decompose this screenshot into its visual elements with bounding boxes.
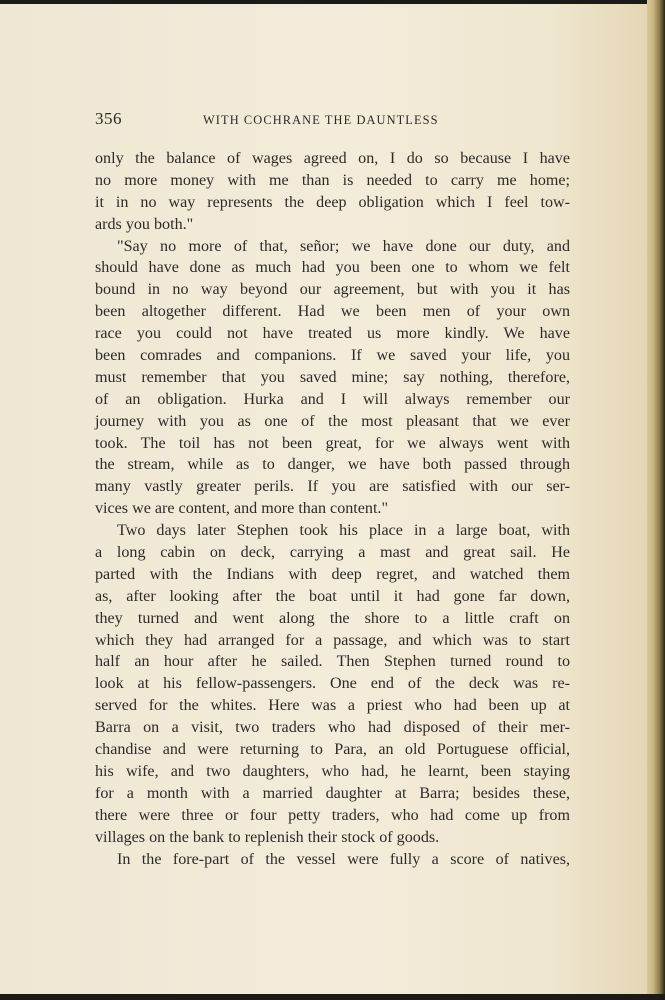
- text-line: for a month with a married daughter at Barra; besides these,: [95, 784, 570, 802]
- text-line: been altogether different. Had we been men of your own: [95, 303, 570, 321]
- text-line: a long cabin on deck, carrying a mast and great sail. He: [95, 544, 570, 562]
- text-line: took. The toil has not been great, for we always went with: [95, 434, 570, 452]
- book-bottom-edge: [0, 994, 665, 1000]
- text-line: as, after looking after the boat until it had gone far down,: [95, 587, 570, 605]
- text-line: look at his fellow-passengers. One end of the deck was re-: [95, 675, 570, 693]
- text-line: only the balance of wages agreed on, I do so because I have: [95, 150, 570, 167]
- text-line: parted with the Indians with deep regret, and watched them: [95, 565, 570, 583]
- text-line: of an obligation. Hurka and I will always remember our: [95, 390, 570, 408]
- text-line: his wife, and two daughters, who had, he learnt, been staying: [95, 762, 570, 780]
- body-text: [95, 148, 570, 870]
- text-line: bound in no way beyond our agreement, but with you it has: [95, 281, 570, 299]
- text-line: many vastly greater perils. If you are satisfied with our ser-: [95, 478, 570, 496]
- text-line: chandise and were returning to Para, an old Portuguese official,: [95, 741, 570, 759]
- text-line: served for the whites. Here was a priest who had been up at: [95, 697, 570, 715]
- text-line: ards you both.": [95, 215, 194, 233]
- text-line: which they had arranged for a passage, and which was to start: [95, 631, 570, 649]
- text-line: no more money with me than is needed to carry me home;: [95, 171, 570, 189]
- text-line: they turned and went along the shore to a little craft on: [95, 609, 570, 627]
- text-line: journey with you as one of the most pleasant that we ever: [95, 412, 570, 430]
- text-line: there were three or four petty traders, who had come up from: [95, 806, 570, 824]
- text-line: been comrades and companions. If we saved your life, you: [95, 347, 570, 365]
- text-line: race you could not have treated us more kindly. We have: [95, 325, 570, 343]
- page-number: 356: [95, 109, 122, 128]
- text-line: "Say no more of that, señor; we have done our duty, and: [117, 237, 570, 255]
- book-edge-shadow: [647, 0, 665, 1000]
- book-page: [0, 4, 650, 996]
- text-line: villages on the bank to replenish their stock of goods.: [95, 828, 440, 846]
- text-line: Two days later Stephen took his place in a large boat, with: [117, 522, 570, 540]
- text-line: half an hour after he sailed. Then Stephen turned round to: [95, 653, 570, 671]
- text-line: the stream, while as to danger, we have both passed through: [95, 456, 570, 474]
- text-line: Barra on a visit, two traders who had disposed of their mer-: [95, 719, 570, 737]
- text-line: vices we are content, and more than content.": [95, 500, 389, 518]
- text-line: it in no way represents the deep obligation which I feel tow-: [95, 193, 570, 211]
- text-line: must remember that you saved mine; say nothing, therefore,: [95, 368, 570, 386]
- text-line: should have done as much had you been one to whom we felt: [95, 259, 570, 277]
- running-head: WITH COCHRANE THE DAUNTLESS: [203, 113, 439, 127]
- text-line: In the fore-part of the vessel were fully a score of natives,: [117, 850, 570, 868]
